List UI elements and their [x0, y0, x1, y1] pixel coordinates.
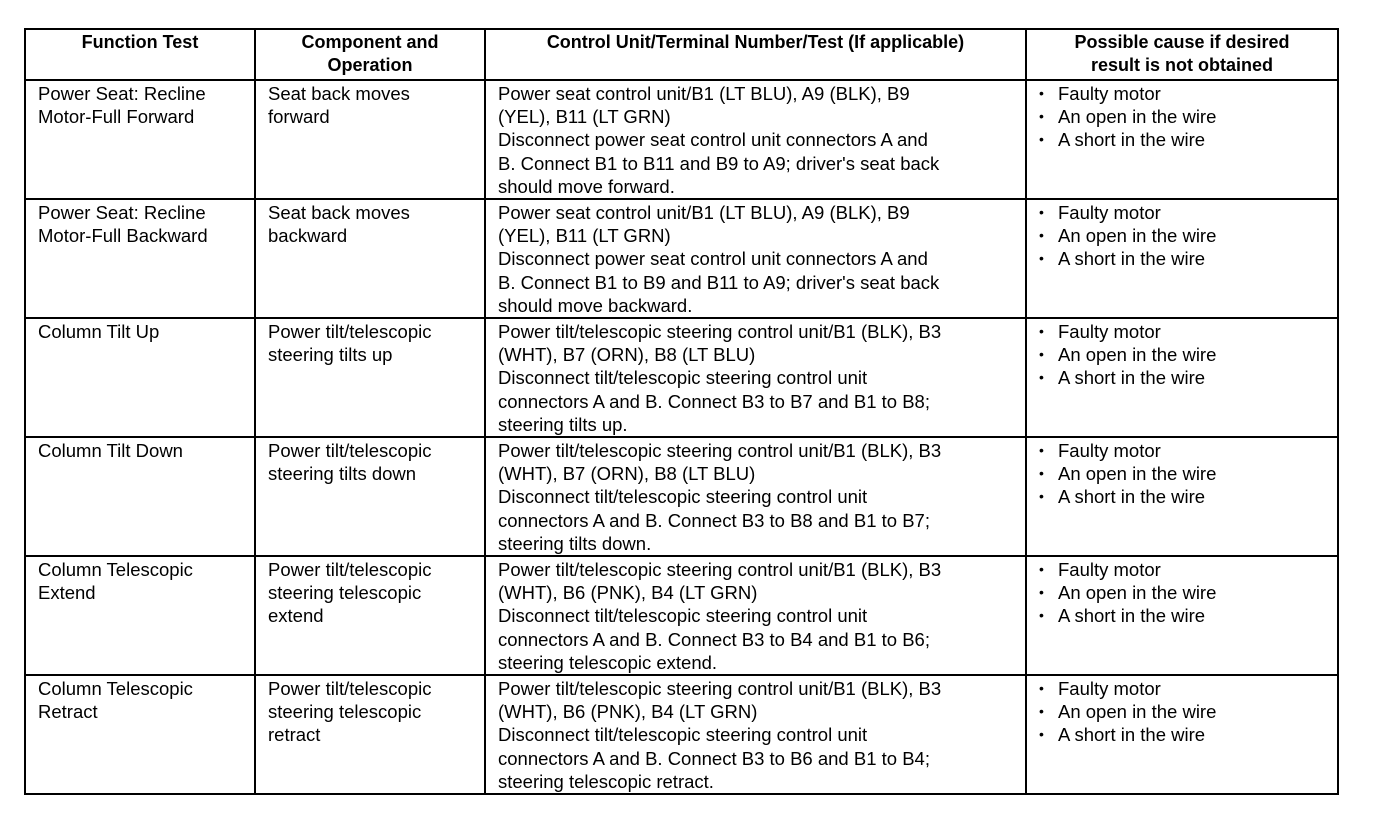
control-unit-cell: Power tilt/telescopic steering control unit/B1 (BLK), B3 (WHT), B6 (PNK), B4 (LT GRN) Disconnect tilt/telescopic steering control unit connectors A and B. Connect B3 to B6 and B1 to B4; steering telescopic retract.: [485, 675, 1026, 794]
cause-item: • A short in the wire: [1039, 247, 1327, 270]
cause-list: [1039, 201, 1327, 271]
function-test-cell: Column Telescopic Extend: [25, 556, 255, 675]
control-unit-cell: Power tilt/telescopic steering control unit/B1 (BLK), B3 (WHT), B7 (ORN), B8 (LT BLU) Disconnect tilt/telescopic steering control unit connectors A and B. Connect B3 to B7 and B1 to B8; steering tilts up.: [485, 318, 1026, 437]
component-cell: Seat back moves forward: [255, 80, 485, 199]
control-unit-cell: Power tilt/telescopic steering control unit/B1 (BLK), B3 (WHT), B7 (ORN), B8 (LT BLU) Disconnect tilt/telescopic steering control unit connectors A and B. Connect B3 to B8 and B1 to B7; steering tilts down.: [485, 437, 1026, 556]
function-test-cell: Column Tilt Down: [25, 437, 255, 556]
function-test-cell: Power Seat: Recline Motor-Full Backward: [25, 199, 255, 318]
table-row: [25, 675, 1338, 794]
possible-cause-cell: [1026, 437, 1338, 556]
component-cell: Power tilt/telescopic steering telescopic extend: [255, 556, 485, 675]
cause-item: • An open in the wire: [1039, 462, 1327, 485]
cause-item: • A short in the wire: [1039, 366, 1327, 389]
table-row: [25, 199, 1338, 318]
cause-item: • Faulty motor: [1039, 558, 1327, 581]
cause-list: [1039, 677, 1327, 747]
diagnostic-table: [24, 28, 1339, 795]
header-function-test: Function Test: [25, 29, 255, 80]
table-row: [25, 556, 1338, 675]
possible-cause-cell: [1026, 318, 1338, 437]
component-cell: Power tilt/telescopic steering telescopic retract: [255, 675, 485, 794]
cause-item: • A short in the wire: [1039, 723, 1327, 746]
cause-item: • An open in the wire: [1039, 343, 1327, 366]
control-unit-cell: Power seat control unit/B1 (LT BLU), A9 (BLK), B9 (YEL), B11 (LT GRN) Disconnect power seat control unit connectors A and B. Connect B1 to B11 and B9 to A9; driver's seat back should move forward.: [485, 80, 1026, 199]
function-test-cell: Power Seat: Recline Motor-Full Forward: [25, 80, 255, 199]
header-control-unit: Control Unit/Terminal Number/Test (If applicable): [485, 29, 1026, 80]
function-test-cell: Column Telescopic Retract: [25, 675, 255, 794]
component-cell: Power tilt/telescopic steering tilts down: [255, 437, 485, 556]
cause-item: • An open in the wire: [1039, 105, 1327, 128]
table-row: [25, 437, 1338, 556]
cause-list: [1039, 320, 1327, 390]
table-header: [25, 29, 1338, 80]
header-component-operation: Component and Operation: [255, 29, 485, 80]
cause-item: • An open in the wire: [1039, 700, 1327, 723]
cause-item: • A short in the wire: [1039, 604, 1327, 627]
cause-item: • Faulty motor: [1039, 201, 1327, 224]
cause-item: • Faulty motor: [1039, 439, 1327, 462]
possible-cause-cell: [1026, 675, 1338, 794]
control-unit-cell: Power seat control unit/B1 (LT BLU), A9 (BLK), B9 (YEL), B11 (LT GRN) Disconnect power seat control unit connectors A and B. Connect B1 to B9 and B11 to A9; driver's seat back should move backward.: [485, 199, 1026, 318]
cause-list: [1039, 82, 1327, 152]
function-test-cell: Column Tilt Up: [25, 318, 255, 437]
component-cell: Power tilt/telescopic steering tilts up: [255, 318, 485, 437]
header-possible-cause: Possible cause if desired result is not obtained: [1026, 29, 1338, 80]
component-cell: Seat back moves backward: [255, 199, 485, 318]
possible-cause-cell: [1026, 199, 1338, 318]
control-unit-cell: Power tilt/telescopic steering control unit/B1 (BLK), B3 (WHT), B6 (PNK), B4 (LT GRN) Disconnect tilt/telescopic steering control unit connectors A and B. Connect B3 to B4 and B1 to B6; steering telescopic extend.: [485, 556, 1026, 675]
possible-cause-cell: [1026, 80, 1338, 199]
cause-item: • A short in the wire: [1039, 485, 1327, 508]
table-body: [25, 80, 1338, 794]
table-row: [25, 80, 1338, 199]
possible-cause-cell: [1026, 556, 1338, 675]
cause-item: • Faulty motor: [1039, 82, 1327, 105]
cause-item: • An open in the wire: [1039, 224, 1327, 247]
cause-list: [1039, 558, 1327, 628]
cause-item: • Faulty motor: [1039, 320, 1327, 343]
header-row: [25, 29, 1338, 80]
cause-item: • A short in the wire: [1039, 128, 1327, 151]
cause-list: [1039, 439, 1327, 509]
cause-item: • An open in the wire: [1039, 581, 1327, 604]
cause-item: • Faulty motor: [1039, 677, 1327, 700]
table-row: [25, 318, 1338, 437]
